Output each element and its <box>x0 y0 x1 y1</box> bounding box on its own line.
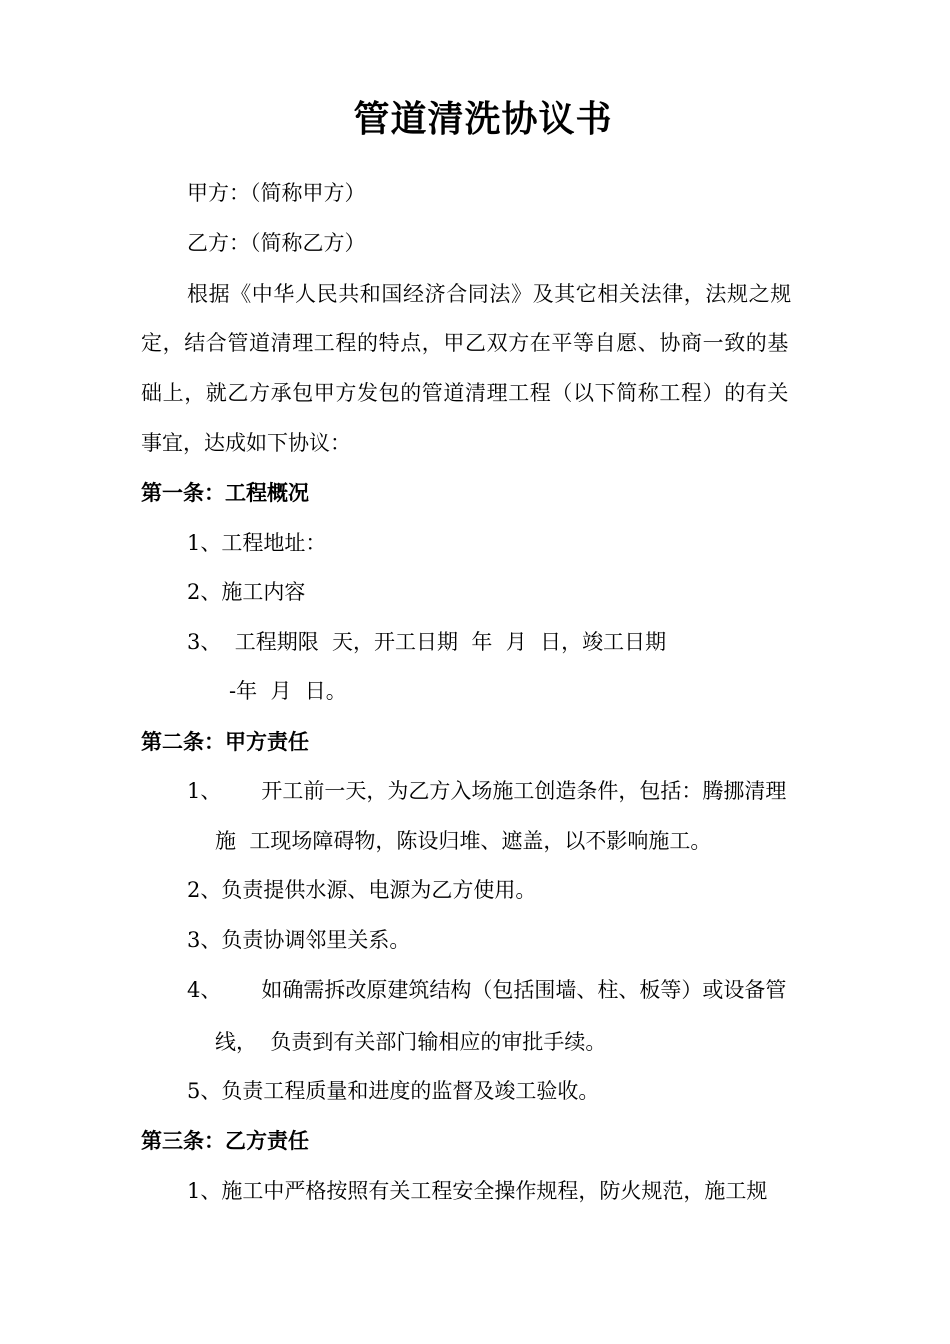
document-title: 管道清洗协议书 <box>353 99 613 140</box>
article1-heading: 第一条：工程概况 <box>141 481 309 505</box>
preamble-line-1: 根据《中华人民共和国经济合同法》及其它相关法律，法规之规 <box>187 282 792 306</box>
article2-item-4: 4、 如确需拆改原建筑结构（包括围墙、柱、板等）或设备管 <box>187 978 787 1002</box>
article3-heading: 第三条：乙方责任 <box>141 1129 309 1153</box>
article2-item-1-cont: 施 工现场障碍物，陈设归堆、遮盖，以不影响施工。 <box>215 829 712 853</box>
article2-item-4-cont: 线， 负责到有关部门输相应的审批手续。 <box>215 1030 607 1054</box>
preamble-line-3: 础上，就乙方承包甲方发包的管道清理工程（以下简称工程）的有关 <box>141 381 789 405</box>
preamble-line-2: 定，结合管道清理工程的特点，甲乙双方在平等自愿、协商一致的基 <box>141 331 789 355</box>
party-a-line: 甲方：（简称甲方） <box>187 181 366 205</box>
article1-item-3: 3、 工程期限 天，开工日期 年 月 日，竣工日期 <box>187 630 667 654</box>
article3-item-1: 1、施工中严格按照有关工程安全操作规程，防火规范，施工规 <box>187 1179 768 1203</box>
article2-item-3: 3、负责协调邻里关系。 <box>187 928 411 952</box>
article2-item-5: 5、负责工程质量和进度的监督及竣工验收。 <box>187 1079 600 1103</box>
article2-heading: 第二条：甲方责任 <box>141 730 309 754</box>
article1-item-3-cont: -年 月 日。 <box>229 679 347 703</box>
party-b-line: 乙方：（简称乙方） <box>187 231 366 255</box>
preamble-line-4: 事宜，达成如下协议： <box>141 431 351 455</box>
article2-item-1: 1、 开工前一天，为乙方入场施工创造条件，包括：腾挪清理 <box>187 779 787 803</box>
article2-item-2: 2、负责提供水源、电源为乙方使用。 <box>187 878 537 902</box>
article1-item-2: 2、施工内容 <box>187 580 306 604</box>
article1-item-1: 1、工程地址： <box>187 531 327 555</box>
